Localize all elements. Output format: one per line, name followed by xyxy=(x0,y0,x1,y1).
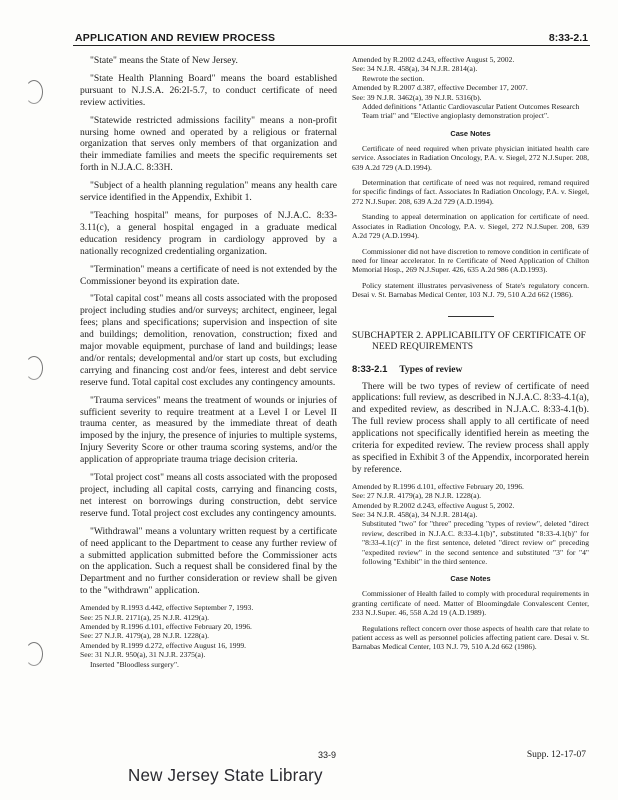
section-divider xyxy=(448,316,494,317)
right-amendment-history xyxy=(352,55,589,121)
amendment-line: See: 31 N.J.R. 950(a), 31 N.J.R. 2375(a). xyxy=(80,650,206,660)
case-note: Commissioner did not have discretion to remove condition in certificate of need for linear accelerator. In re Certificate of Need Application of Chilton Memorial Hosp., 269 N.J.Super. 426, 635 A.2d 986 (A.D.1993). xyxy=(352,246,589,275)
amendment-line: Amended by R.2002 d.243, effective August 5, 2002. xyxy=(352,500,515,510)
definition-paragraph: "Teaching hospital" means, for purposes of N.J.A.C. 8:33-3.11(c), a general hospital engaged in a graduate medical education residency program in cardiology approved by a nationally recognized credentialing organization. xyxy=(80,209,337,257)
section-amendment-history xyxy=(352,482,589,567)
definition-paragraph: "Statewide restricted admissions facility" means a non-profit nursing home owned and operated by a religious or fraternal organization that serves only members of that organization and their immediate families and meets the specific requirements set forth in N.J.A.C. 8:33H. xyxy=(80,114,337,174)
amendment-line: See: 27 N.J.R. 4179(a), 28 N.J.R. 1228(a). xyxy=(352,491,482,501)
definitions-list xyxy=(80,55,337,597)
library-stamp: New Jersey State Library xyxy=(128,765,323,786)
amendment-line: Amended by R.2002 d.243, effective August 5, 2002. xyxy=(352,55,515,64)
definition-paragraph: "Trauma services" means the treatment of wounds or injuries of sufficient severity to require treatment at a Level I or Level II trauma center, as measured by the immediate threat of death imposed by the injury, the presence of injuries to multiple systems, Injury Severity Score or other trauma scoring systems, and/or the application of appropriate trauma triage decision criteria. xyxy=(80,394,337,466)
amendment-note: Substituted "two" for "three" preceding "types of review", deleted "direct review, described in N.J.A.C. 8:33-4.1(b)", substituted "8:33-4.1(b)" for "8:33-4.1(c)" in the first sentence, deleted "direct review or" preceding "expedited review" in the second sentence and substituted "3" for "4" following "Exhibit" in the third sentence. xyxy=(362,519,589,567)
section-title: Types of review xyxy=(399,364,463,375)
case-notes-heading: Case Notes xyxy=(450,574,491,584)
binder-hole-mark xyxy=(25,356,43,380)
definition-paragraph: "Total capital cost" means all costs associated with the proposed project including studies and/or surveys; architect, engineer, legal fees; plans and specifications; supervision and inspection of site and buildings; demolition, renovation, construction; fixed and major movable equipment, purchase of land and buildings; lease and/or rentals; developmental and/or start up costs, but excluding carrying and financing cost and/or fees, interest and debt service reserve fund. Total capital cost excludes any contingency amounts. xyxy=(80,293,337,388)
amendment-note: Rewrote the section. xyxy=(362,73,425,83)
amendment-note: Inserted "Bloodless surgery". xyxy=(90,659,179,669)
definition-paragraph: "Subject of a health planning regulation" means any health care service identified in the Appendix, Exhibit 1. xyxy=(80,180,337,204)
amendment-line: See: 34 N.J.R. 458(a), 34 N.J.R. 2814(a). xyxy=(352,510,478,519)
running-header-section: 8:33-2.1 xyxy=(548,32,588,44)
page-number: 33-9 xyxy=(318,750,337,760)
left-amendment-history xyxy=(80,603,337,669)
case-note: Regulations reflect concern over those aspects of health care that relate to patient access as well as personnel policies affecting patient care. Desai v. St. Barnabas Medical Center, 103 N.J. 79, 510 A.2d 662 (1986). xyxy=(352,623,589,652)
case-note: Determination that certificate of need was not required, remand required for specific findings of fact. Associates In Radiation Oncology, P.A. v. Siegel, 272 N.J.Super. 208, 639 A.2d 729 (A.D.1994). xyxy=(352,178,589,206)
definition-paragraph: "Withdrawal" means a voluntary written request by a certificate of need applicant to the Department to cease any further review of a submitted application submitted before the Commissioner acts on the application. Such a request shall be considered final by the Department and no further consideration or review shall be given to the "withdrawn" application. xyxy=(80,525,337,597)
amendment-line: Amended by R.1996 d.101, effective February 20, 1996. xyxy=(80,621,252,631)
binder-hole-mark xyxy=(25,80,43,104)
definition-paragraph: "State" means the State of New Jersey. xyxy=(90,55,238,66)
supplement-date: Supp. 12-17-07 xyxy=(526,750,586,760)
case-note: Standing to appeal determination on application for certificate of need. Associates in Radiation Oncology, P.A. v. Siegel, 272 N.J.Super. 208, 639 A.2d 729 (A.D.1994). xyxy=(352,212,589,241)
amendment-note: Added definitions "Atlantic Cardiovascular Patient Outcomes Research Team trial" and "Elective angioplasty demonstration project". xyxy=(362,102,580,121)
amendment-line: Amended by R.1999 d.272, effective August 16, 1999. xyxy=(80,640,247,650)
amendment-line: See: 25 N.J.R. 2171(a), 25 N.J.R. 4129(a). xyxy=(80,612,210,622)
amendment-line: See: 39 N.J.R. 3462(a), 39 N.J.R. 5316(b). xyxy=(352,92,482,102)
case-notes-list xyxy=(352,589,589,651)
left-column xyxy=(80,55,337,673)
case-notes-heading: Case Notes xyxy=(450,128,491,138)
amendment-line: See: 34 N.J.R. 458(a), 34 N.J.R. 2814(a). xyxy=(352,64,478,74)
case-note: Certificate of need required when private physician initiated health care service. Associates in Radiation Oncology, P.A. v. Siegel, 272 N.J.Super. 208, 639 A.2d 729 (A.D.1994). xyxy=(352,143,589,172)
section-body: There will be two types of review of certificate of need applications: full review, as described in N.J.A.C. 8:33-4.1(a), and expedited review, as described in N.J.A.C. 8:33-4.1(b). The full review process shall apply to all certificate of need applications not specifically identified herein as meeting the criteria for expedited review. The review process shall apply as specified in Exhibit 3 of the Appendix, incorporated herein by reference. xyxy=(352,380,589,475)
amendment-line: See: 27 N.J.R. 4179(a), 28 N.J.R. 1228(a). xyxy=(80,631,210,641)
section-number: 8:33-2.1 xyxy=(352,363,388,375)
section-heading xyxy=(352,364,589,375)
case-note: Policy statement illustrates pervasiveness of State's regulatory concern. Desai v. St. Barnabas Medical Center, 103 N.J. 79, 510 A.2d 662 (1986). xyxy=(352,280,589,300)
amendment-line: Amended by R.1993 d.442, effective September 7, 1993. xyxy=(80,603,254,613)
amendment-line: Amended by R.1996 d.101, effective February 20, 1996. xyxy=(352,481,524,491)
case-notes-list xyxy=(352,144,589,300)
subchapter-heading: SUBCHAPTER 2. APPLICABILITY OF CERTIFICATE OF NEED REQUIREMENTS xyxy=(352,330,586,353)
right-column xyxy=(352,55,589,658)
header-rule xyxy=(73,45,590,46)
running-header-title: APPLICATION AND REVIEW PROCESS xyxy=(75,32,276,44)
binder-hole-mark xyxy=(25,642,43,666)
definition-paragraph: "State Health Planning Board" means the board established pursuant to N.J.S.A. 26:2I-5.7, to conduct certificate of need review activities. xyxy=(80,72,337,108)
case-note: Commissioner of Health failed to comply with procedural requirements in granting certificate of need. Matter of Bloomingdale Convalescent Center, 233 N.J.Super. 46, 558 A.2d 19 (A.D.1989). xyxy=(352,589,589,618)
amendment-line: Amended by R.2007 d.387, effective December 17, 2007. xyxy=(352,83,528,93)
definition-paragraph: "Termination" means a certificate of need is not extended by the Commissioner beyond its expiration date. xyxy=(80,263,337,287)
definition-paragraph: "Total project cost" means all costs associated with the proposed project, including all capital costs, carrying and financing costs, net interest on borrowings during construction, debt service reserve fund. Total project cost excludes any contingency amounts. xyxy=(80,472,337,519)
